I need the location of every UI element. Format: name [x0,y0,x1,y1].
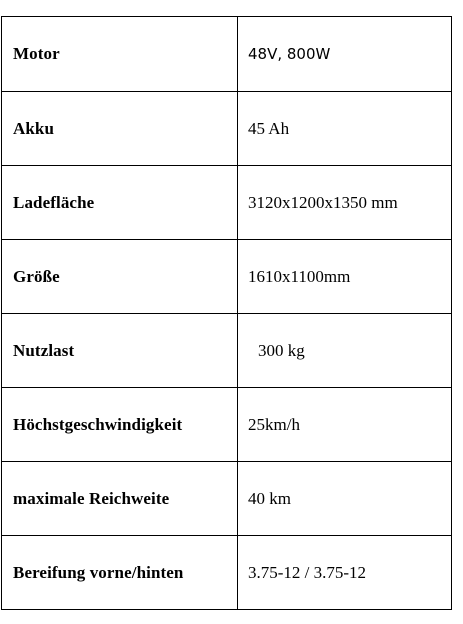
table-row [2,462,452,536]
spec-label-groesse: Größe [2,240,238,314]
table-row [2,314,452,388]
spec-value-akku: 45 Ah [238,92,452,166]
spec-label-reichweite: maximale Reichweite [2,462,238,536]
table-row [2,536,452,610]
table-row [2,92,452,166]
spec-value-nutzlast: 300 kg [238,314,452,388]
spec-table [1,16,452,610]
spec-value-motor: 48V, 800W [238,17,452,92]
spec-label-ladeflaeche: Ladefläche [2,166,238,240]
spec-label-motor: Motor [2,17,238,92]
spec-label-nutzlast: Nutzlast [2,314,238,388]
spec-value-bereifung: 3.75-12 / 3.75-12 [238,536,452,610]
table-row [2,17,452,92]
spec-label-akku: Akku [2,92,238,166]
table-row [2,388,452,462]
spec-value-groesse: 1610x1100mm [238,240,452,314]
spec-label-bereifung: Bereifung vorne/hinten [2,536,238,610]
table-row [2,240,452,314]
spec-value-hoechstgeschwindigkeit: 25km/h [238,388,452,462]
spec-value-reichweite: 40 km [238,462,452,536]
spec-value-ladeflaeche: 3120x1200x1350 mm [238,166,452,240]
table-row [2,166,452,240]
spec-label-hoechstgeschwindigkeit: Höchstgeschwindigkeit [2,388,238,462]
